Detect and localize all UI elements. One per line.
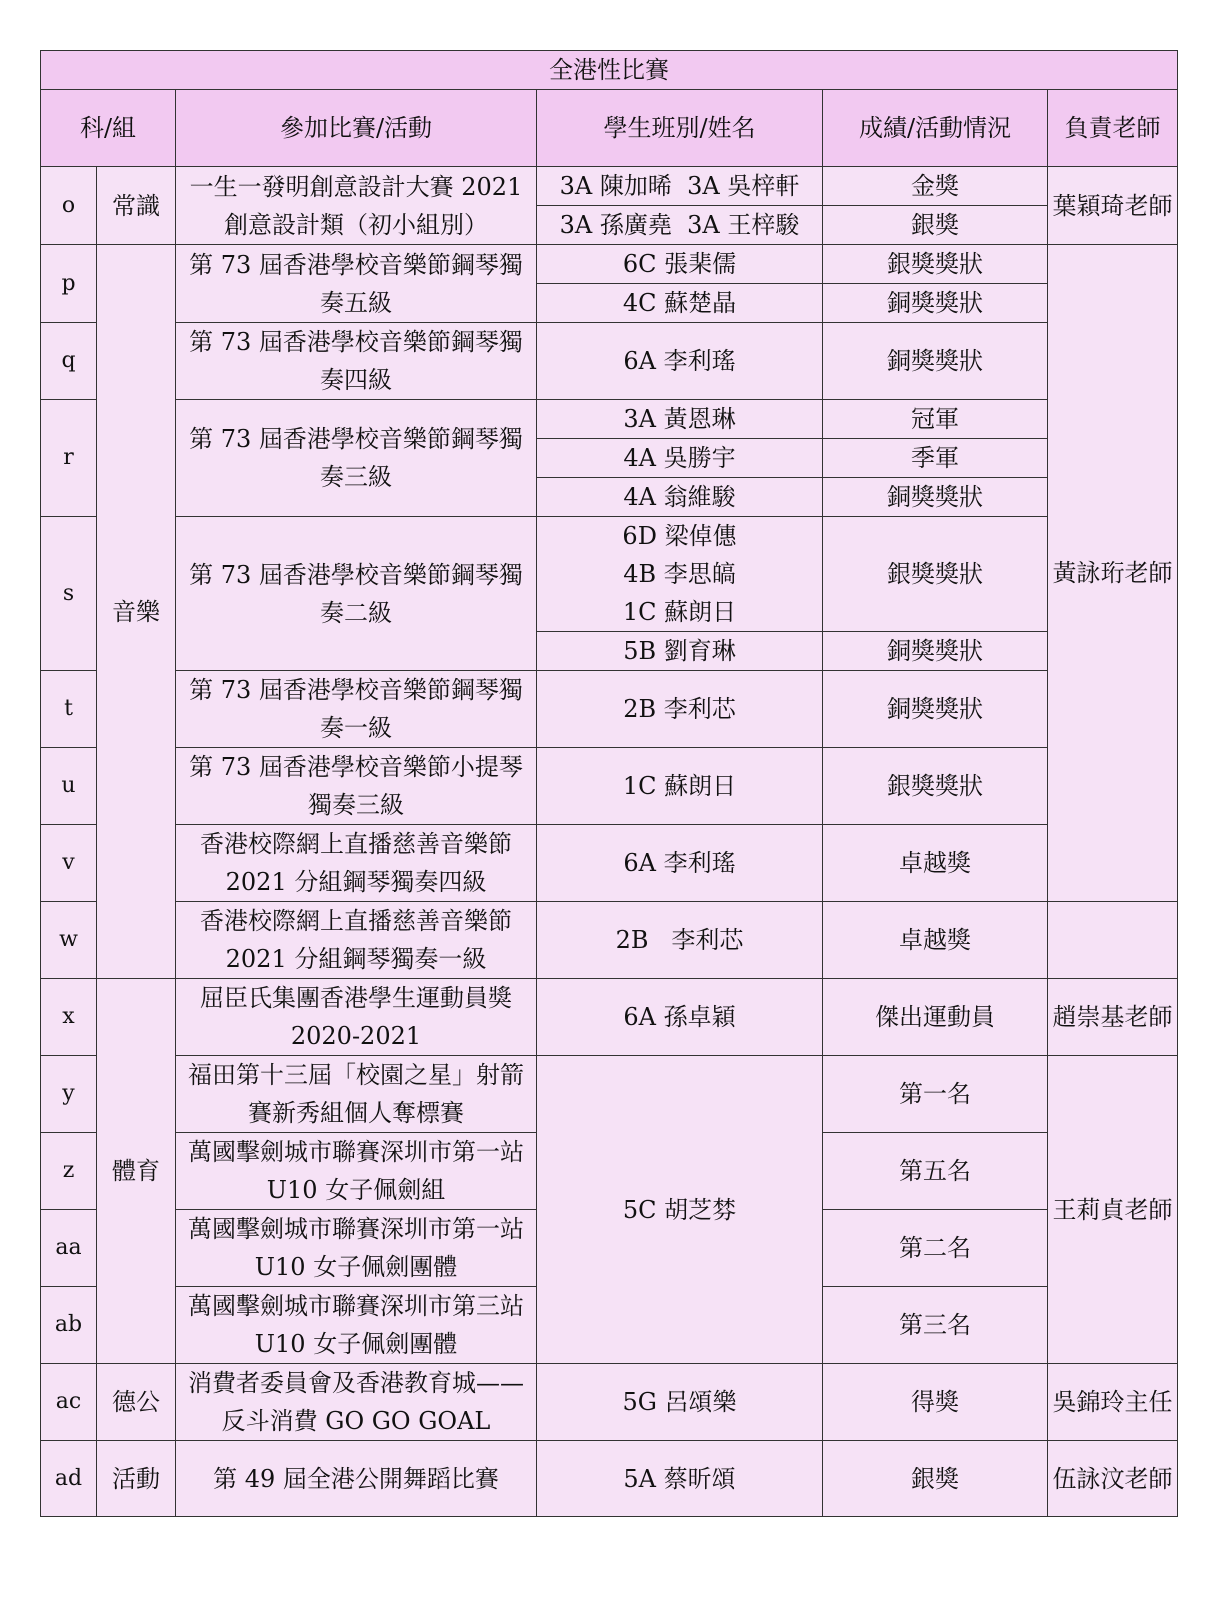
row-code: u <box>41 748 97 825</box>
row-code: q <box>41 323 97 400</box>
teacher-cell: 黃詠珩老師 <box>1048 245 1178 902</box>
row-code: s <box>41 517 97 671</box>
table-row <box>41 902 1178 941</box>
result-cell: 銀獎獎狀 <box>823 517 1048 632</box>
row-code: v <box>41 825 97 902</box>
result-cell: 銀獎 <box>823 206 1048 245</box>
teacher-cell: 吳錦玲主任 <box>1048 1364 1178 1441</box>
result-cell: 季軍 <box>823 439 1048 478</box>
competition-cell: 萬國擊劍城市聯賽深圳市第一站 U10 女子佩劍團體 <box>176 1210 537 1287</box>
table-row <box>41 979 1178 1018</box>
competition-cell: 第 73 屆香港學校音樂節鋼琴獨奏三級 <box>176 400 537 517</box>
row-code: z <box>41 1133 97 1210</box>
student-cell: 3A 陳加晞 3A 吳梓軒 <box>537 167 823 206</box>
teacher-cell-empty <box>1048 902 1178 979</box>
result-cell: 銀獎獎狀 <box>823 748 1048 825</box>
competition-cell: 第 73 屆香港學校音樂節鋼琴獨奏四級 <box>176 323 537 400</box>
table-row <box>41 245 1178 284</box>
competition-cell: 香港校際網上直播慈善音樂節 2021 分組鋼琴獨奏一級 <box>176 902 537 979</box>
table-row <box>41 167 1178 206</box>
row-code: y <box>41 1056 97 1133</box>
row-code: p <box>41 245 97 323</box>
competition-cell: 一生一發明創意設計大賽 2021 創意設計類（初小組別） <box>176 167 537 245</box>
row-code: aa <box>41 1210 97 1287</box>
teacher-cell: 趙崇基老師 <box>1048 979 1178 1056</box>
competition-cell: 福田第十三屆「校園之星」射箭賽新秀組個人奪標賽 <box>176 1056 537 1133</box>
student-cell: 5G 呂頌樂 <box>537 1364 823 1441</box>
table-row <box>41 748 1178 787</box>
result-cell: 銀獎獎狀 <box>823 245 1048 284</box>
row-code: ab <box>41 1287 97 1364</box>
result-cell: 傑出運動員 <box>823 979 1048 1056</box>
result-cell: 銀獎 <box>823 1441 1048 1517</box>
competition-cell: 萬國擊劍城市聯賽深圳市第三站 U10 女子佩劍團體 <box>176 1287 537 1364</box>
subject-cell: 音樂 <box>97 245 176 979</box>
result-cell: 第一名 <box>823 1056 1048 1133</box>
result-cell: 金獎 <box>823 167 1048 206</box>
student-cell: 2B 李利芯 <box>537 902 823 979</box>
table-title: 全港性比賽 <box>41 51 1178 90</box>
student-cell: 2B 李利芯 <box>537 671 823 748</box>
table-row <box>41 1441 1178 1479</box>
student-cell: 6A 李利瑤 <box>537 825 823 902</box>
student-cell: 1C 蘇朗日 <box>537 593 823 632</box>
competition-cell: 第 49 屆全港公開舞蹈比賽 <box>176 1441 537 1517</box>
competition-cell: 屈臣氏集團香港學生運動員獎 2020-2021 <box>176 979 537 1056</box>
table-row <box>41 517 1178 556</box>
result-cell: 銅獎獎狀 <box>823 632 1048 671</box>
student-cell: 4C 蘇楚晶 <box>537 284 823 323</box>
result-cell: 第五名 <box>823 1133 1048 1210</box>
student-cell: 6D 梁倬僡 <box>537 517 823 556</box>
result-cell: 冠軍 <box>823 400 1048 439</box>
student-cell: 1C 蘇朗日 <box>537 748 823 825</box>
header-result: 成績/活動情況 <box>823 90 1048 167</box>
result-cell: 銅獎獎狀 <box>823 323 1048 400</box>
subject-cell: 活動 <box>97 1441 176 1517</box>
competition-cell: 第 73 屆香港學校音樂節鋼琴獨奏一級 <box>176 671 537 748</box>
competition-cell: 香港校際網上直播慈善音樂節 2021 分組鋼琴獨奏四級 <box>176 825 537 902</box>
result-cell: 得獎 <box>823 1364 1048 1441</box>
result-cell: 第三名 <box>823 1287 1048 1364</box>
result-cell: 銅獎獎狀 <box>823 478 1048 517</box>
row-code: ac <box>41 1364 97 1441</box>
competition-table <box>40 50 1178 1517</box>
student-cell: 6A 孫卓穎 <box>537 979 823 1056</box>
header-teacher: 負責老師 <box>1048 90 1178 167</box>
student-cell: 4B 李思皜 <box>537 555 823 593</box>
row-code: t <box>41 671 97 748</box>
table-row <box>41 1056 1178 1095</box>
result-cell: 銅獎獎狀 <box>823 671 1048 748</box>
subject-cell: 體育 <box>97 979 176 1364</box>
header-subject: 科/組 <box>41 90 176 167</box>
result-cell: 銅獎獎狀 <box>823 284 1048 323</box>
result-cell: 第二名 <box>823 1210 1048 1287</box>
student-cell: 4A 吳勝宇 <box>537 439 823 478</box>
competition-cell: 第 73 屆香港學校音樂節鋼琴獨奏二級 <box>176 517 537 671</box>
student-cell: 3A 孫廣堯 3A 王梓駿 <box>537 206 823 245</box>
student-cell: 3A 黃恩琳 <box>537 400 823 439</box>
student-cell: 6C 張棐儒 <box>537 245 823 284</box>
row-code: ad <box>41 1441 97 1517</box>
competition-cell: 第 73 屆香港學校音樂節小提琴獨奏三級 <box>176 748 537 825</box>
row-code: o <box>41 167 97 245</box>
competition-cell: 萬國擊劍城市聯賽深圳市第一站 U10 女子佩劍組 <box>176 1133 537 1210</box>
table-row <box>41 825 1178 864</box>
row-code: w <box>41 902 97 979</box>
student-cell: 6A 李利瑤 <box>537 323 823 400</box>
row-code: r <box>41 400 97 517</box>
teacher-cell: 葉穎琦老師 <box>1048 167 1178 245</box>
header-competition: 參加比賽/活動 <box>176 90 537 167</box>
competition-cell: 消費者委員會及香港教育城——反斗消費 GO GO GOAL <box>176 1364 537 1441</box>
student-cell: 5A 蔡昕頌 <box>537 1441 823 1517</box>
student-cell: 5C 胡芝棼 <box>537 1056 823 1364</box>
subject-cell: 常識 <box>97 167 176 245</box>
competition-cell: 第 73 屆香港學校音樂節鋼琴獨奏五級 <box>176 245 537 323</box>
header-student: 學生班別/姓名 <box>537 90 823 167</box>
subject-cell: 德公 <box>97 1364 176 1441</box>
student-cell: 5B 劉育琳 <box>537 632 823 671</box>
teacher-cell: 王莉貞老師 <box>1048 1056 1178 1364</box>
row-code: x <box>41 979 97 1056</box>
table-row <box>41 400 1178 439</box>
table-row <box>41 671 1178 710</box>
teacher-cell: 伍詠汶老師 <box>1048 1441 1178 1517</box>
result-cell: 卓越獎 <box>823 825 1048 902</box>
table-row <box>41 323 1178 362</box>
result-cell: 卓越獎 <box>823 902 1048 979</box>
student-cell: 4A 翁維駿 <box>537 478 823 517</box>
table-row <box>41 1364 1178 1403</box>
